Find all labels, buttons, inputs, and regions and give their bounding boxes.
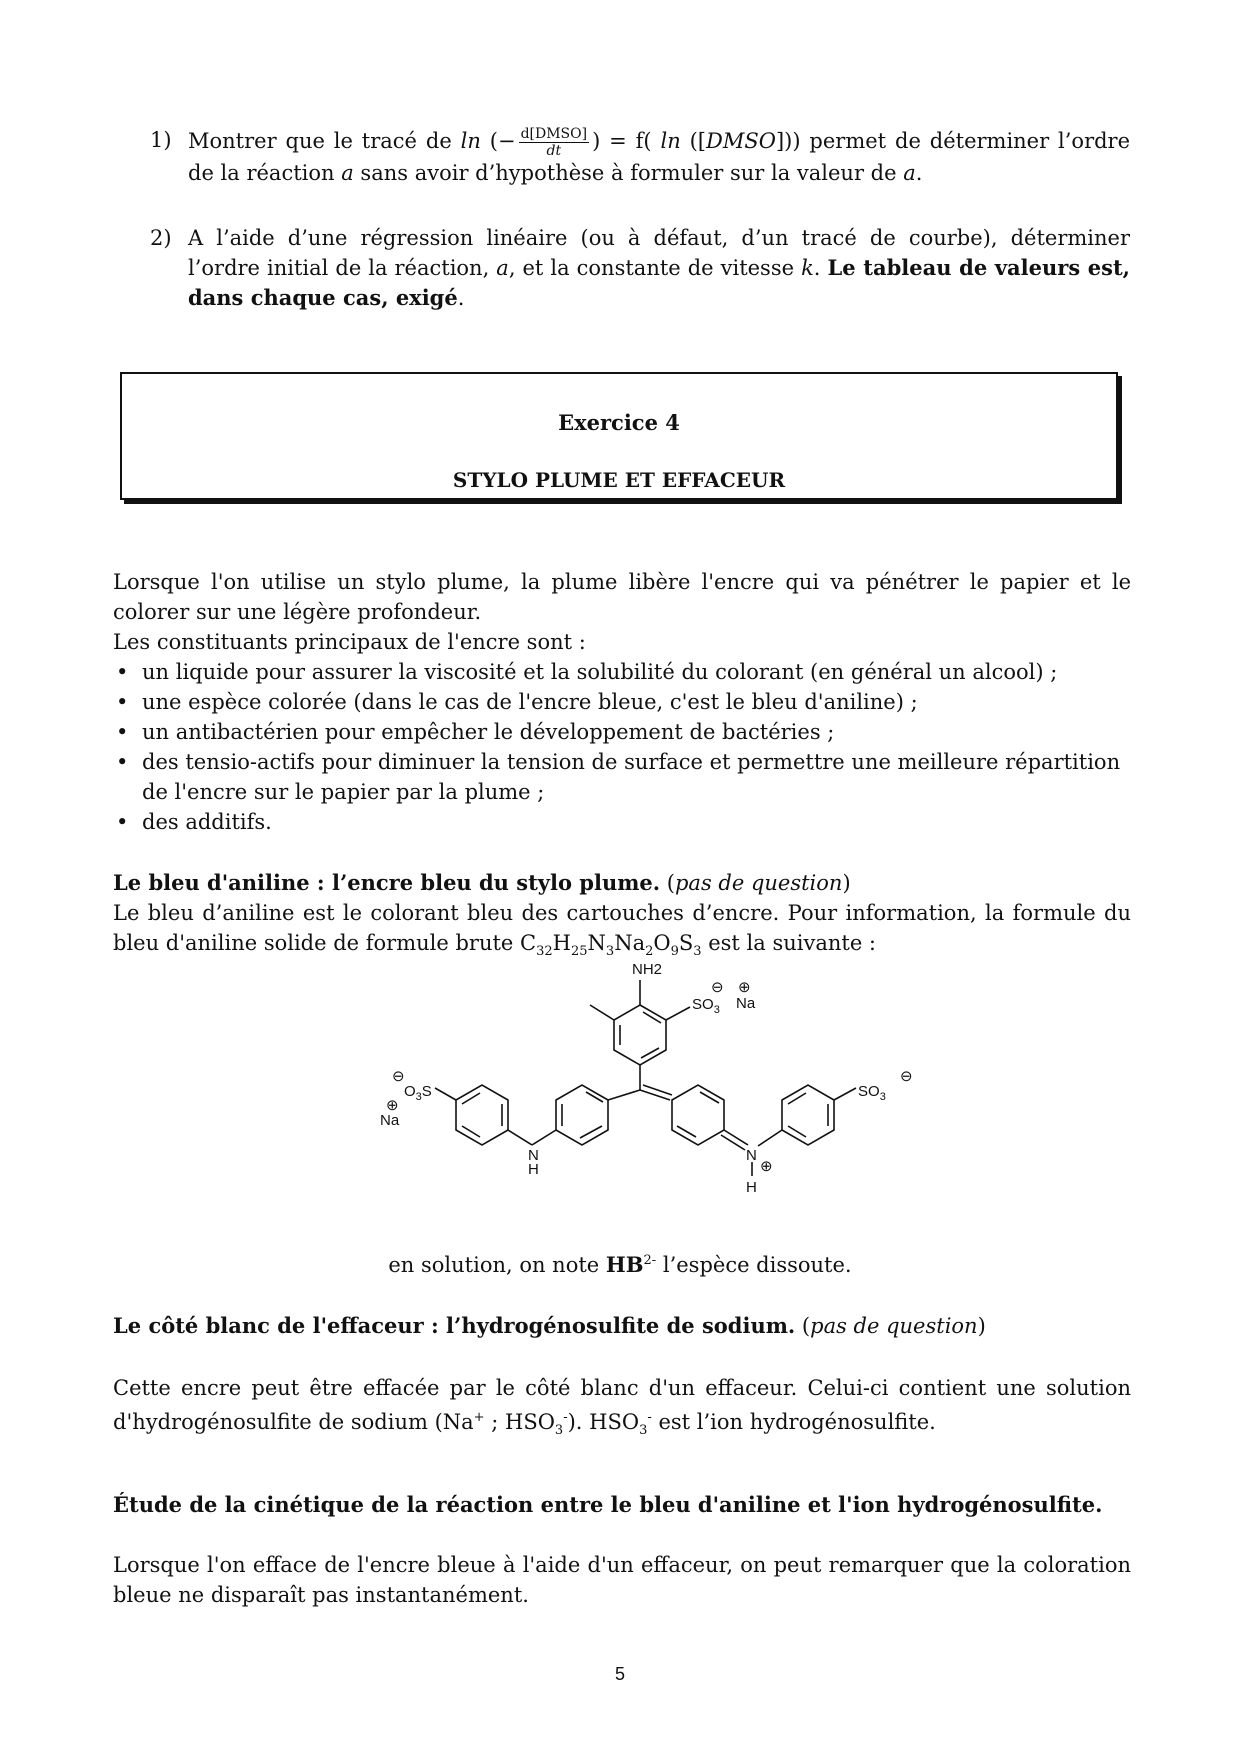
subscript: 2 [645,944,654,960]
charge: - [647,1410,652,1425]
effaceur-paragraph [113,1373,1131,1446]
list-item: • des tensio-actifs pour diminuer la tension de surface et permettre une meilleure répartition de l'encre sur le papier par la plume ; [113,747,1131,807]
ring-far-right [782,1085,834,1145]
na-label-left: Na [380,1112,400,1129]
text: est la suivante : [701,931,876,955]
aniline-heading-line [113,868,1131,898]
element: Na [614,931,646,955]
text: Cette encre peut être effacée par le côté blanc d'un effaceur. Celui-ci contient une solution d'hydrogénosulfite de sodium (Na [113,1376,1131,1434]
question-text [188,126,1130,188]
text: . [813,256,828,280]
constituents-list [113,657,1131,837]
plus-charge: ⊕ [386,1097,399,1114]
text: A l’aide d’une régression linéaire (ou à défaut, d’un tracé de courbe), déterminer l’ordre initial de la réaction, [188,226,1130,280]
subscript: 3 [639,1423,648,1439]
element: H [552,931,571,955]
species: HB [605,1252,644,1277]
text: ; HSO [484,1410,555,1434]
effaceur-heading-line [113,1311,1131,1341]
text: Le bleu d’aniline est le colorant bleu des cartouches d’encre. Pour information, la formule du bleu d'aniline solide de formule brute [113,901,1131,955]
ring-right [672,1085,724,1145]
exercise-header-box [120,372,1118,500]
text: sans avoir d’hypothèse à formuler sur la valeur de [353,161,904,185]
plus-charge: ⊕ [738,979,751,996]
intro-constituents: Les constituants principaux de l'encre sont : [113,630,586,654]
fraction-denominator: dt [546,143,562,159]
svg-text:NH2 [632,961,662,978]
section-heading: Le bleu d'aniline : l’encre bleu du stylo plume. [113,870,661,895]
na-label-top: Na [736,995,756,1012]
list-item: • un antibactérien pour empêcher le développement de bactéries ; [113,717,1131,747]
subscript: 3 [693,944,702,960]
plus-charge: ⊕ [760,1158,773,1175]
exercise-subtitle: STYLO PLUME ET EFFACEUR [452,468,786,492]
math-a: a [341,161,354,185]
charge: 2- [643,1253,657,1268]
list-item: • un liquide pour assurer la viscosité et la solubilité du colorant (en général un alcool) ; [113,657,1131,687]
text: , et la constante de vitesse [508,256,802,280]
text: . [457,286,465,310]
fraction [519,126,590,159]
list-item: • une espèce colorée (dans le cas de l'encre bleue, c'est le bleu d'aniline) ; [113,687,1131,717]
text: ) = f( [592,129,661,153]
subscript: 3 [554,1423,564,1439]
question-number: 2) [150,226,172,250]
math-k: k [801,256,814,280]
h-label-right: H [746,1179,757,1196]
exercise-title: Exercice 4 [558,410,680,435]
element: O [653,931,671,955]
question-1 [150,126,1130,188]
text: en solution, on note [388,1253,606,1277]
math-a: a [903,161,916,185]
text: Montrer que le tracé de [188,129,461,153]
text: ( [795,1314,811,1338]
text: ) [977,1314,986,1338]
question-number: 1) [150,128,172,152]
text: ( [660,871,675,895]
intro-paragraph: Lorsque l'on utilise un stylo plume, la plume libère l'encre qui va pénétrer le papier et le colorer sur une légère profondeur. [113,570,1131,624]
n-label-right: N [746,1147,757,1164]
section-heading: Étude de la cinétique de la réaction entre le bleu d'aniline et l'ion hydrogénosulfite. [113,1492,1103,1517]
subscript: 9 [670,944,679,960]
nh2-label: NH2 [632,961,663,978]
etude-heading [113,1490,1131,1520]
minus-charge: ⊖ [711,979,724,996]
text: l’espèce dissoute. [656,1253,852,1277]
text: ) [842,871,851,895]
subscript: 25 [570,944,588,960]
math-ln: ln [660,129,681,153]
note: pas de question [810,1314,978,1338]
subscript: 32 [536,944,553,960]
n-label-left: N [528,1147,539,1164]
math-a: a [496,256,509,280]
etude-paragraph: Lorsque l'on efface de l'encre bleue à l'aide d'un effaceur, on peut remarquer que la coloration bleue ne disparaît pas instantanément. [113,1553,1131,1607]
minus-charge: ⊖ [900,1068,913,1085]
page-number: 5 [614,1664,625,1684]
structure-caption [0,1252,1240,1277]
h-label-left: H [528,1161,539,1178]
bold-text: Le tableau de valeurs est, dans chaque cas, exigé [188,255,1130,310]
ring-top [614,1005,666,1065]
charge: + [473,1410,485,1425]
minus-charge: ⊖ [392,1068,405,1085]
so3-label-right: $SO_3$ [858,1083,886,1103]
aniline-blue-structure [300,950,940,1220]
element: C [520,931,537,955]
text: (− [480,129,516,153]
text: ])) permet de déterminer l’ordre de la réaction [188,129,1131,185]
text: est l’ion hydrogénosulfite. [651,1410,936,1434]
question-text [188,224,1130,313]
math-ln: ln [460,129,481,153]
section-heading: Le côté blanc de l'effaceur : l’hydrogénosulfite de sodium. [113,1313,796,1338]
note: pas de question [674,871,843,895]
charge: - [563,1410,568,1425]
text: . [915,161,923,185]
question-2 [150,224,1130,313]
so3-label-top: $SO_3$ [692,996,720,1016]
text: ). HSO [567,1410,640,1434]
o3s-label: $O_3S$ [404,1083,432,1103]
ring-far-left [456,1085,508,1145]
element: S [678,931,694,955]
text: ([ [680,129,707,153]
list-item: • des additifs. [113,807,1131,837]
subscript: 3 [605,944,615,960]
element: N [587,931,606,955]
fraction-numerator: d[DMSO] [520,126,588,142]
math-dmso: DMSO [706,129,776,153]
